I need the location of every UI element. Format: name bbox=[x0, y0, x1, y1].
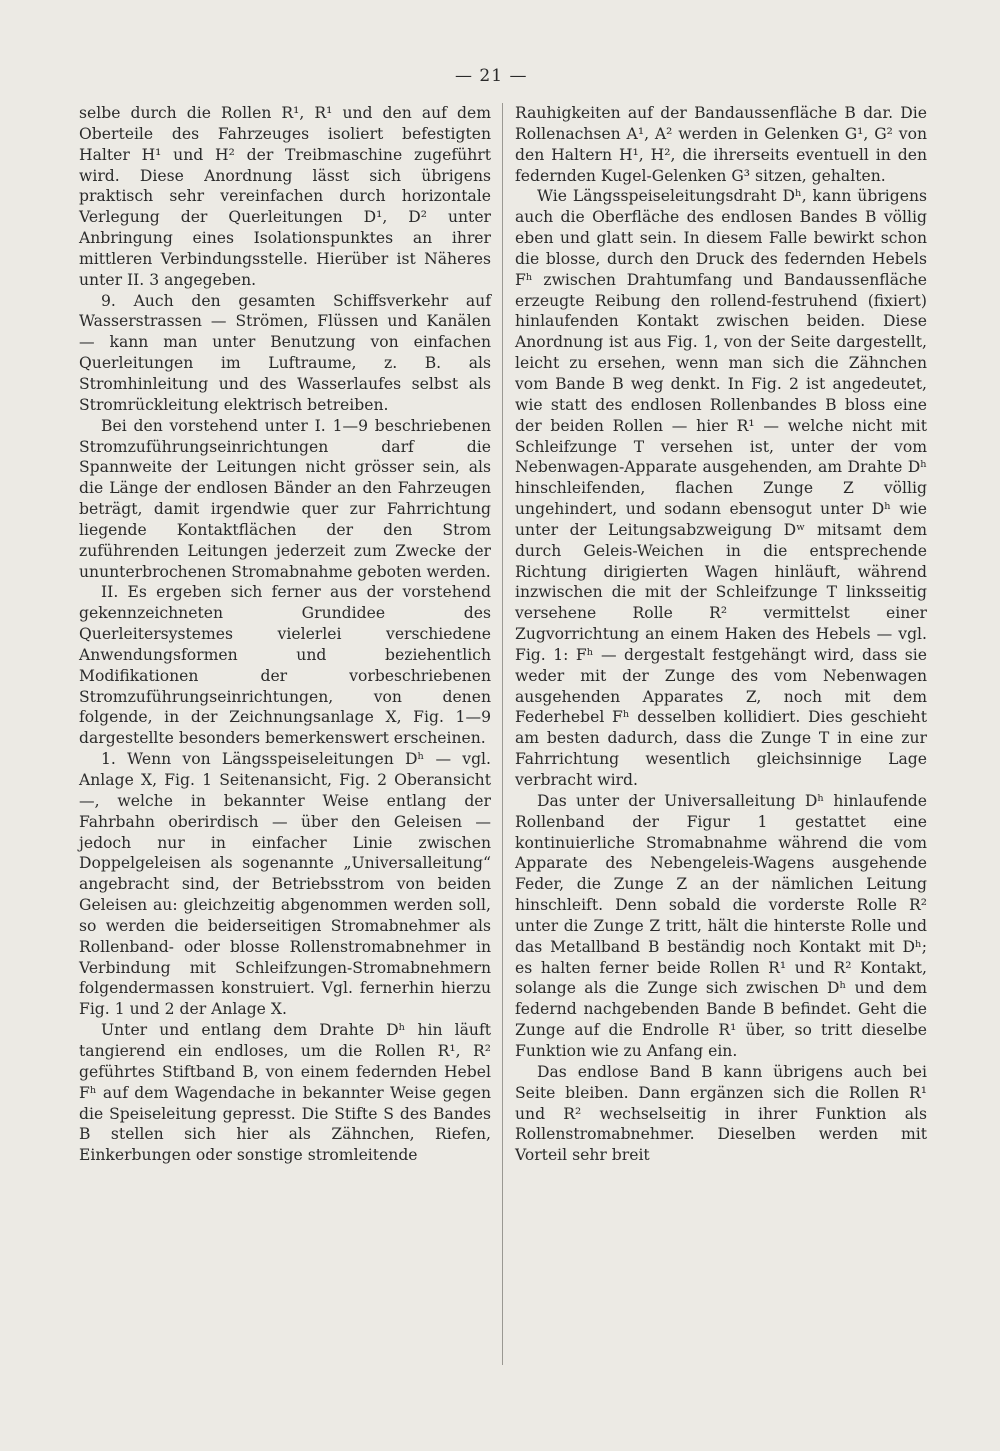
paragraph: Unter und entlang dem Drahte Dʰ hin läuft tangierend ein endloses, um die Rollen R¹, R² geführtes Stiftband B, von einem federnden Hebel Fʰ auf dem Wagendache in bekannter Weise gegen die Speiseleitung gepresst. Die Stifte S des Bandes B stellen sich hier als Zähnchen, Riefen, Einkerbungen oder sonstige stromleitende bbox=[79, 1021, 491, 1165]
column-divider bbox=[502, 103, 503, 1365]
left-column bbox=[79, 103, 491, 1166]
paragraph: Bei den vorstehend unter I. 1—9 beschriebenen Stromzuführungseinrichtungen darf die Spannweite der Leitungen nicht grösser sein, als die Länge der endlosen Bänder an den Fahrzeugen beträgt, damit irgendwie quer zur Fahrrichtung liegende Kontaktflächen der den Strom zuführenden Leitungen jederzeit zum Zwecke der ununterbrochenen Stromabnahme geboten werden. bbox=[79, 416, 491, 581]
paragraph: Das endlose Band B kann übrigens auch bei Seite bleiben. Dann ergänzen sich die Rollen R¹ und R² wechselseitig in ihrer Funktion als Rollenstromabnehmer. Dieselben werden mit Vorteil sehr breit bbox=[515, 1062, 927, 1165]
paragraph: II. Es ergeben sich ferner aus der vorstehend gekennzeichneten Grundidee des Querleitersystemes vielerlei verschiedene Anwendungsformen und beziehentlich Modifikationen der vorbeschriebenen Stromzuführungseinrichtungen, von denen folgende, in der Zeichnungsanlage X, Fig. 1—9 dargestellte besonders bemerkenswert erscheinen. bbox=[79, 583, 491, 748]
paragraph: 9. Auch den gesamten Schiffsverkehr auf Wasserstrassen — Strömen, Flüssen und Kanälen — kann man unter Benutzung von einfachen Querleitungen im Luftraume, z. B. als Stromhinleitung und des Wasserlaufes selbst als Stromrückleitung elektrisch betreiben. bbox=[79, 291, 491, 414]
paragraph: Rauhigkeiten auf der Bandaussenfläche B dar. Die Rollenachsen A¹, A² werden in Gelenken G¹, G² von den Haltern H¹, H², die ihrerseits eventuell in den federnden Kugel-Gelenken G³ sitzen, gehalten. bbox=[515, 104, 927, 185]
page-number: — 21 — bbox=[455, 66, 528, 86]
paragraph: Das unter der Universalleitung Dʰ hinlaufende Rollenband der Figur 1 gestattet eine kontinuierliche Stromabnahme während die vom Apparate des Nebengeleis-Wagens ausgehende Feder, die Zunge Z an der nämlichen Leitung hinschleift. Denn sobald die vorderste Rolle R² unter die Zunge Z tritt, hält die hinterste Rolle und das Metallband B beständig noch Kontakt mit Dʰ; es halten ferner beide Rollen R¹ und R² Kontakt, solange als die Zunge sich zwischen Dʰ und dem federnd nachgebenden Bande B befindet. Geht die Zunge auf die Endrolle R¹ über, so tritt dieselbe Funktion wie zu Anfang ein. bbox=[515, 791, 927, 1060]
paragraph: 1. Wenn von Längsspeiseleitungen Dʰ — vgl. Anlage X, Fig. 1 Seitenansicht, Fig. 2 Oberansicht —, welche in bekannter Weise entlang der Fahrbahn oberirdisch — über den Geleisen — jedoch nur in einfacher Linie zwischen Doppelgeleisen als sogenannte „Universalleitung“ angebracht sind, der Betriebsstrom von beiden Geleisen au: gleichzeitig abgenommen werden soll, so werden die beiderseitigen Stromabnehmer als Rollenband- oder blosse Rollenstromabnehmer in Verbindung mit Schleifzungen-Stromabnehmern folgendermassen konstruiert. Vgl. fernerhin hierzu Fig. 1 und 2 der Anlage X. bbox=[79, 750, 491, 1019]
paragraph: Wie Längsspeiseleitungsdraht Dʰ, kann übrigens auch die Oberfläche des endlosen Bandes B völlig eben und glatt sein. In diesem Falle bewirkt schon die blosse, durch den Druck des federnden Hebels Fʰ zwischen Drahtumfang und Bandaussenfläche erzeugte Reibung den rollend-festruhend (fixiert) hinlaufenden Kontakt zwischen beiden. Diese Anordnung ist aus Fig. 1, von der Seite dargestellt, leicht zu ersehen, wenn man sich die Zähnchen vom Bande B weg denkt. In Fig. 2 ist angedeutet, wie statt des endlosen Rollenbandes B bloss eine der beiden Rollen — hier R¹ — welche nicht mit Schleifzunge T versehen ist, unter der vom Nebenwagen-Apparate ausgehenden, am Drahte Dʰ hinschleifenden, flachen Zunge Z völlig ungehindert, und sodann ebensogut unter Dʰ wie unter der Leitungsabzweigung Dʷ mitsamt dem durch Geleis-Weichen in die entsprechende Richtung dirigierten Wagen hinläuft, während inzwischen die mit der Schleifzunge T linksseitig versehene Rolle R² vermittelst einer Zugvorrichtung an einem Haken des Hebels — vgl. Fig. 1: Fʰ — dergestalt festgehängt wird, dass sie weder mit der Zunge des vom Nebenwagen ausgehenden Apparates Z, noch mit dem Federhebel Fʰ desselben kollidiert. Dies geschieht am besten dadurch, dass die Zunge T in eine zur Fahrrichtung wesentlich gleichsinnige Lage verbracht wird. bbox=[515, 187, 927, 789]
right-column bbox=[515, 103, 927, 1166]
paragraph: selbe durch die Rollen R¹, R¹ und den auf dem Oberteile des Fahrzeuges isoliert befestigten Halter H¹ und H² der Treibmaschine zugeführt wird. Diese Anordnung lässt sich übrigens praktisch sehr vereinfachen durch horizontale Verlegung der Querleitungen D¹, D² unter Anbringung eines Isolationspunktes an ihrer mittleren Verbindungsstelle. Hierüber ist Näheres unter II. 3 angegeben. bbox=[79, 104, 491, 289]
